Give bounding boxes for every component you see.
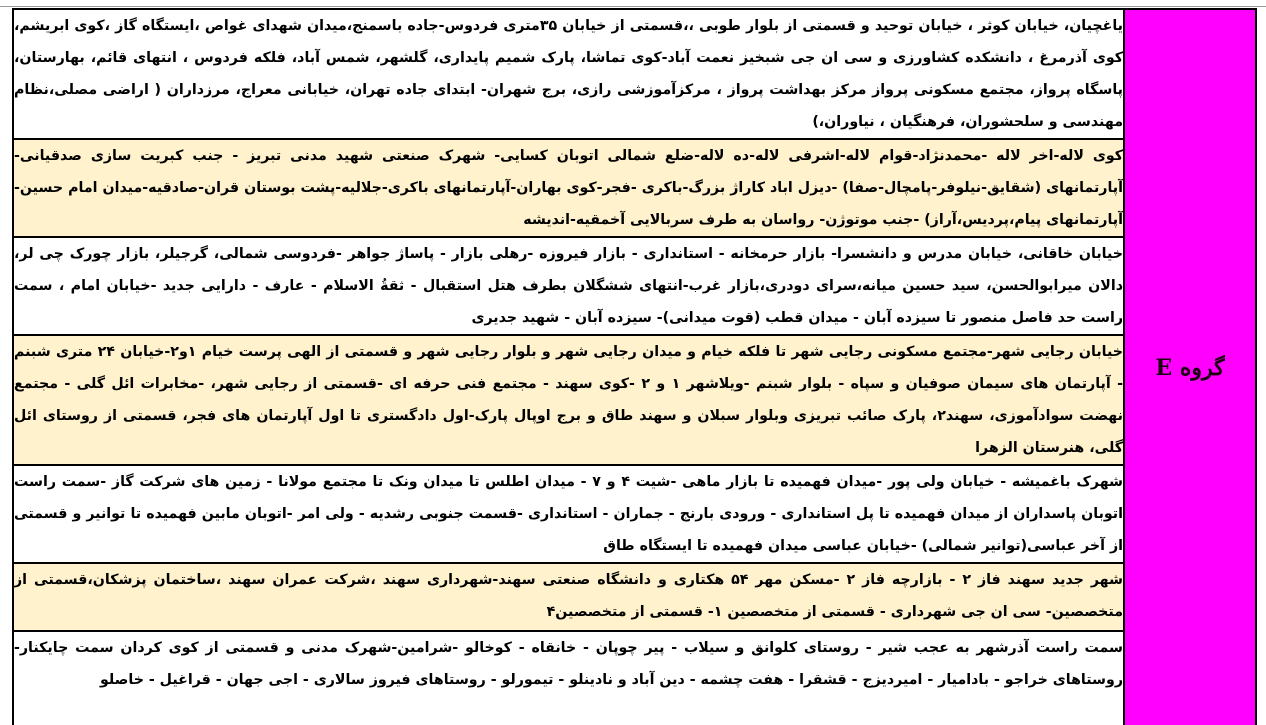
area-cell: سمت راست آذرشهر به عجب شیر - روستای کلوانق و سیلاب - پیر چوپان - خانقاه - کوخالو -شرامین-شهرک مدنی و قسمتی از کوی کردان سمت چایکنار- روستاهای خراجو - بادامیار - امیردیزج - قشقرا - هفت چشمه - دین آباد و نادینلو - تیمورلو - روستاهای فیروز سالاری - اجی جهان - قراغیل - خاصلو	[13, 631, 1124, 725]
area-cell: یاغچیان، خیابان کوثر ، خیابان توحید و قسمتی از بلوار طوبی ،،قسمتی از خیابان ۳۵متری فردوس-جاده باسمنج،میدان شهدای غواص ،ایستگاه گاز ،کوی ابریشم، کوی آذرمرغ ، دانشکده کشاورزی و سی ان جی شبخیز نعمت آباد-کوی تماشا، پارک شمیم پایداری، گلشهر، شمس آباد، فلکه فردوس ، انتهای قائم، بهارستان، پاسگاه پرواز، مجتمع مسکونی پرواز مرکز بهداشت پرواز ، مرکزآموزشی رازی، برج شهران- ابتدای جاده تهران، خیابانی معراج، مرزداران ( اراضی مصلی،نظام مهندسی و سلحشوران، فرهنگیان ، نیاوران،)	[13, 9, 1124, 139]
table-row	[13, 465, 1256, 563]
group-label: گروه E	[1155, 355, 1225, 381]
table-row	[13, 335, 1256, 465]
table-row	[13, 139, 1256, 237]
area-cell: شهر جدید سهند فاز ۲ - بازارچه فاز ۲ -مسکن مهر ۵۴ هکتاری و دانشگاه صنعتی سهند-شهرداری سهند ،شرکت عمران سهند ،ساختمان پزشکان،قسمتی از متخصصین- سی ان جی شهرداری - قسمتی از متخصصین ۱- قسمتی از متخصصین۴	[13, 563, 1124, 631]
area-cell: خیابان رجایی شهر-مجتمع مسکونی رجایی شهر تا فلکه خیام و میدان رجایی شهر و بلوار رجایی شهر و قسمتی از الهی پرست خیام ۱و۲-خیابان ۲۴ متری شبنم - آپارتمان های سیمان صوفیان و سپاه - بلوار شبنم -ویلاشهر ۱ و ۲ -کوی سهند - مجتمع فنی حرفه ای -قسمتی از رجایی شهر، -مخابرات ائل گلی - مجتمع نهضت سوادآموزی، سهند۲، پارک صائب تبریزی وبلوار سبلان و سهند طاق و برج اوپال پارک-اول دادگستری تا اول آپارتمان های فجر، قسمتی از روستای ائل گلی، هنرستان الزهرا	[13, 335, 1124, 465]
service-areas-table	[12, 8, 1257, 725]
area-cell: شهرک باغمیشه - خیابان ولی پور -میدان فهمیده تا بازار ماهی -شیت ۴ و ۷ - میدان اطلس تا میدان ونک تا مجتمع مولانا - زمین های شرکت گاز -سمت راست اتوبان پاسداران از میدان فهمیده تا پل استانداری - ورودی بارنج - جماران - استانداری -قسمت جنوبی رشدیه - ولی امر -اتوبان مابین فهمیده تا توانیر و قسمتی از آخر عباسی(توانیر شمالی) -خیابان عباسی میدان فهمیده تا ایستگاه طاق	[13, 465, 1124, 563]
area-cell: خیابان خاقانی، خیابان مدرس و دانشسرا- بازار حرمخانه - استانداری - بازار فیروزه -رهلی بازار - پاساژ جواهر -فردوسی شمالی، گرجیلر، بازار چورک چی لر، دالان میرابوالحسن، سید حسین میانه،سرای دودری،بازار غرب-انتهای ششگلان بطرف هتل استقبال - ثقةُ الاسلام - عارف - دارایی جدید -خیابان امام ، سمت راست حد فاصل منصور تا سیزده آبان - میدان قطب (قوت میدانی)- سیزده آبان - شهید جدیری	[13, 237, 1124, 335]
area-cell: کوی لاله-اخر لاله -محمدنژاد-قوام لاله-اشرفی لاله-ده لاله-ضلع شمالی اتوبان کسایی- شهرک صنعتی شهید مدنی تبریز - جنب کبریت سازی صدقیانی-آپارتمانهای (شقایق-نیلوفر-پامچال-صفا) -دیزل اباد کاراژ بزرگ-باکری -فجر-کوی بهاران-آپارتمانهای باکری-جلالیه-پشت بوستان قران-صادقیه-میدان امام حسین-آپارتمانهای پیام،پردیس،آراز) -جنب موتوژن- رواسان به طرف سربالایی آخمقیه-اندیشه	[13, 139, 1124, 237]
table-row	[13, 9, 1256, 139]
table-row	[13, 237, 1256, 335]
top-divider	[0, 0, 1266, 7]
group-cell	[1124, 9, 1256, 725]
table-row	[13, 631, 1256, 725]
table-row	[13, 563, 1256, 631]
